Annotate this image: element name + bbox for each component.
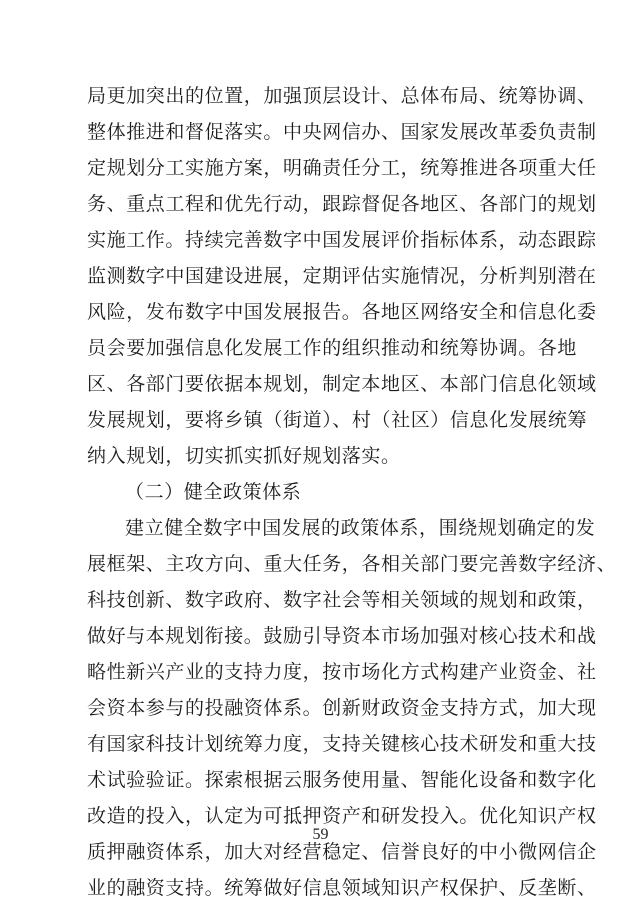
paragraph-policy-system (87, 510, 617, 906)
paragraph-organization-implementation (87, 78, 597, 474)
text-line: 整体推进和督促落实。中央网信办、国家发展改革委负责制 (87, 121, 597, 143)
text-line: 展框架、主攻方向、重大任务，各相关部门要完善数字经济、 (87, 553, 617, 575)
text-line: 会资本参与的投融资体系。创新财政资金支持方式，加大现 (87, 697, 597, 719)
page-body (87, 78, 617, 906)
text-line: 略性新兴产业的支持力度，按市场化方式构建产业资金、社 (87, 661, 597, 683)
text-line: 定规划分工实施方案，明确责任分工，统筹推进各项重大任 (87, 157, 597, 179)
page-number: 59 (312, 826, 329, 843)
text-line: 有国家科技计划统筹力度，支持关键核心技术研发和重大技 (87, 733, 597, 755)
text-line: 做好与本规划衔接。鼓励引导资本市场加强对核心技术和战 (87, 625, 597, 647)
text-line: 监测数字中国建设进展，定期评估实施情况，分析判别潜在 (87, 265, 597, 287)
text-line: 改造的投入，认定为可抵押资产和研发投入。优化知识产权 (87, 805, 597, 827)
text-line: 员会要加强信息化发展工作的组织推动和统筹协调。各地 (87, 337, 578, 359)
text-line: 发展规划，要将乡镇（街道）、村（社区）信息化发展统筹 (87, 409, 588, 431)
text-line: 业的融资支持。统筹做好信息领域知识产权保护、反垄断、 (87, 877, 597, 899)
text-line: 局更加突出的位置，加强顶层设计、总体布局、统筹协调、 (87, 85, 597, 107)
text-line: 纳入规划，切实抓实抓好规划落实。 (87, 445, 401, 467)
text-line: 风险，发布数字中国发展报告。各地区网络安全和信息化委 (87, 301, 597, 323)
text-line: 实施工作。持续完善数字中国发展评价指标体系，动态跟踪 (87, 229, 597, 251)
text-line: 质押融资体系，加大对经营稳定、信誉良好的中小微网信企 (87, 841, 597, 863)
text-line: 建立健全数字中国发展的政策体系，围绕规划确定的发 (125, 517, 596, 539)
section-heading: （二）健全政策体系 (125, 481, 302, 503)
text-line: 务、重点工程和优先行动，跟踪督促各地区、各部门的规划 (87, 193, 597, 215)
text-line: 区、各部门要依据本规划，制定本地区、本部门信息化领域 (87, 373, 597, 395)
text-line: 科技创新、数字政府、数字社会等相关领域的规划和政策， (87, 589, 597, 611)
text-line: 术试验验证。探索根据云服务使用量、智能化设备和数字化 (87, 769, 597, 791)
